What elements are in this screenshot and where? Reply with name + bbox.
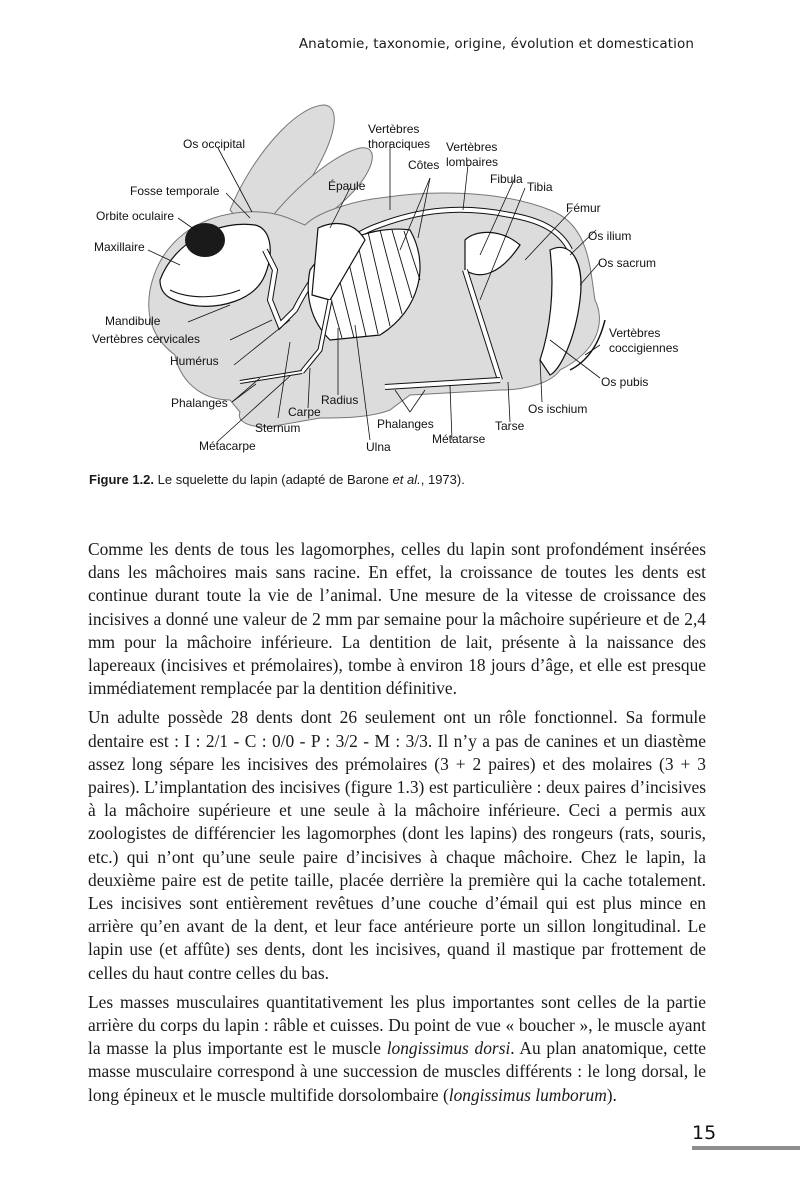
label-orbite-oculaire: Orbite oculaire bbox=[96, 209, 175, 223]
label-fosse-temporale: Fosse temporale bbox=[130, 184, 220, 198]
label-maxillaire: Maxillaire bbox=[94, 240, 145, 254]
running-head: Anatomie, taxonomie, origine, évolution et domestication bbox=[298, 36, 694, 52]
paragraph-3 bbox=[88, 991, 706, 1107]
label-os-occipital: Os occipital bbox=[183, 137, 246, 151]
label-vertebres-thoraciques-1: Vertèbres bbox=[368, 122, 420, 136]
body-text bbox=[88, 538, 706, 1113]
label-os-pubis: Os pubis bbox=[601, 375, 649, 389]
label-vertebres-coccigiennes-2: coccigiennes bbox=[609, 341, 679, 355]
label-os-sacrum: Os sacrum bbox=[598, 256, 657, 270]
label-femur: Fémur bbox=[566, 201, 601, 215]
label-phalanges-anterieures: Phalanges bbox=[171, 396, 228, 410]
figure-caption bbox=[89, 472, 709, 487]
paragraph-3-part-2: . Au plan anatomique, cette masse musculaire correspond à une succession de muscles différents : le long dorsal, le long épineux et le muscle multifide dorsolombaire ( bbox=[88, 1038, 706, 1105]
label-sternum: Sternum bbox=[255, 421, 301, 435]
label-metacarpe: Métacarpe bbox=[199, 439, 256, 453]
label-fibula: Fibula bbox=[490, 172, 523, 186]
paragraph-2: Un adulte possède 28 dents dont 26 seulement ont un rôle fonctionnel. Sa formule dentaire est : I : 2/1 - C : 0/0 - P : 3/2 - M : 3/3. Il n’y a pas de canines et un diastème assez long sépare les incisives des prémolaires (3 + 2 paires) et des molaires (3 + 3 paires). L’implantation des incisives (figure 1.3) est particulière : deux paires d’incisives à la mâchoire supérieure et une seule à la mâchoire inférieure. Ceci a permis aux zoologistes de différencier les lagomorphes (dont les lapins) des rongeurs (rats, souris, etc.) qui n’ont qu’une seule paire d’incisives à chaque mâchoire. Chez le lapin, la deuxième paire est de petite taille, placée derrière la première qui la cache totalement. Les incisives sont entièrement revêtues d’une couche d’émail qui est plus mince en arrière qu’en avant de la dent, et leur face antérieure porte un sillon longitudinal. Le lapin use (et affûte) ses dents, dont les incisives, quand il mastique par frottement de celles du haut contre celles du bas. bbox=[88, 707, 706, 983]
caption-text: Le squelette du lapin (adapté de Barone bbox=[154, 472, 393, 487]
label-os-ilium: Os ilium bbox=[588, 229, 632, 243]
caption-text-end: , 1973). bbox=[420, 472, 465, 487]
paragraph-3-part-1: Les masses musculaires quantitativement les plus importantes sont celles de la partie arrière du corps du lapin : râble et cuisses. Du point de vue « boucher », le muscle ayant la masse la plus importante est le muscle bbox=[88, 991, 706, 1059]
label-carpe: Carpe bbox=[288, 405, 321, 419]
caption-italic: et al. bbox=[392, 472, 421, 487]
label-vertebres-lombaires-1: Vertèbres bbox=[446, 140, 498, 154]
caption-label: Figure 1.2. bbox=[89, 472, 155, 487]
paragraph-1: Comme les dents de tous les lagomorphes, celles du lapin sont profondément insérées dans les mâchoires mais sans racine. En effet, la croissance de toutes les dents est continue durant toute la vie de l’animal. Une mesure de la vitesse de croissance des incisives a donné une valeur de 2 mm par semaine pour la mâchoire supérieure et de 2,4 mm pour la mâchoire inférieure. La dentition de lait, présente à la naissance des lapereaux (incisives et prémolaires), tombe à environ 18 jours d’âge, et elle est presque immédiatement remplacée par la dentition définitive. bbox=[88, 539, 706, 699]
label-radius: Radius bbox=[321, 393, 359, 407]
paragraph-3-italic-1: longissimus dorsi bbox=[386, 1038, 511, 1059]
label-metatarse: Métatarse bbox=[432, 432, 486, 446]
rabbit-skeleton-figure bbox=[80, 100, 720, 470]
label-phalanges-posterieures: Phalanges bbox=[377, 417, 434, 431]
label-os-ischium: Os ischium bbox=[528, 402, 588, 416]
label-vertebres-lombaires-2: lombaires bbox=[446, 155, 499, 169]
paragraph-3-part-3: ). bbox=[606, 1084, 617, 1105]
label-epaule: Épaule bbox=[328, 179, 366, 193]
label-vertebres-cervicales: Vertèbres cervicales bbox=[92, 332, 201, 346]
label-tibia: Tibia bbox=[527, 180, 553, 194]
label-tarse: Tarse bbox=[495, 419, 525, 433]
rabbit-skeleton-illustration bbox=[80, 100, 720, 470]
label-humerus: Humérus bbox=[170, 354, 219, 368]
paragraph-3-italic-2: longissimus lumborum bbox=[448, 1084, 607, 1105]
label-vertebres-coccigiennes-1: Vertèbres bbox=[609, 326, 661, 340]
page-number-rule bbox=[692, 1146, 800, 1150]
page-number: 15 bbox=[692, 1122, 717, 1144]
label-vertebres-thoraciques-2: thoraciques bbox=[368, 137, 431, 151]
label-cotes: Côtes bbox=[408, 158, 440, 172]
label-ulna: Ulna bbox=[366, 440, 391, 454]
label-mandibule: Mandibule bbox=[105, 314, 161, 328]
